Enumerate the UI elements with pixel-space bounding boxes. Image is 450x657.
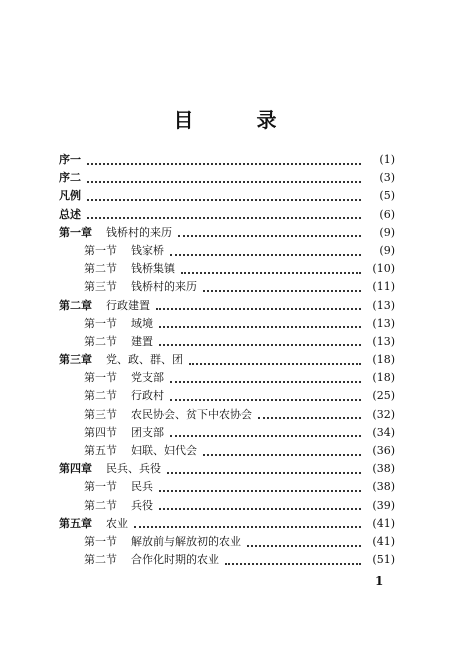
dot-leader: [87, 216, 361, 219]
dot-leader: [156, 307, 361, 310]
entry-page: (18): [372, 353, 395, 367]
section-title: 农民协会、贫下中农协会: [131, 407, 252, 421]
entry-page: (41): [372, 516, 395, 530]
section-number: 第二节: [84, 334, 117, 348]
toc-section: [0, 406, 450, 424]
chapter-number: 第二章: [59, 298, 92, 312]
dot-leader: [87, 198, 361, 201]
dot-leader: [87, 162, 361, 165]
chapter-number: 第一章: [59, 225, 92, 239]
section-number: 第一节: [84, 371, 117, 385]
page-number: 1: [375, 574, 384, 588]
toc-entry-conventions: [0, 187, 450, 205]
section-title: 建置: [131, 334, 153, 348]
section-title: 解放前与解放初的农业: [131, 534, 241, 548]
entry-page: (41): [372, 534, 395, 548]
section-number: 第二节: [84, 553, 117, 567]
chapter-title: 党、政、群、团: [106, 353, 183, 367]
dot-leader: [159, 489, 361, 492]
toc-section: [0, 424, 450, 442]
section-title: 民兵: [131, 480, 153, 494]
section-number: 第四节: [84, 425, 117, 439]
dot-leader: [170, 398, 361, 401]
entry-page: (51): [372, 553, 395, 567]
page-title: 目 录: [173, 108, 305, 132]
dot-leader: [159, 343, 361, 346]
dot-leader: [170, 253, 361, 256]
dot-leader: [159, 325, 361, 328]
dot-leader: [170, 380, 361, 383]
chapter-title: 民兵、兵役: [106, 462, 161, 476]
dot-leader: [134, 525, 361, 528]
entry-label: 序一: [59, 153, 81, 166]
section-title: 妇联、妇代会: [131, 444, 197, 457]
toc-entry-preface-1: [0, 151, 450, 169]
toc-section: [0, 478, 450, 496]
section-title: 钱家桥: [131, 243, 164, 257]
section-title: 团支部: [131, 425, 164, 439]
dot-leader: [247, 544, 361, 547]
entry-page: (38): [372, 480, 395, 494]
chapter-number: 第五章: [59, 516, 92, 530]
entry-page: (39): [372, 498, 395, 512]
section-number: 第三节: [84, 280, 117, 294]
toc-chapter-5: [0, 515, 450, 533]
toc-section: [0, 442, 450, 460]
section-number: 第一节: [84, 243, 117, 257]
toc-section: [0, 551, 450, 569]
dot-leader: [178, 234, 361, 237]
entry-page: (5): [379, 189, 395, 203]
section-number: 第二节: [84, 389, 117, 403]
dot-leader: [225, 562, 361, 565]
toc-section: [0, 387, 450, 405]
dot-leader: [159, 507, 361, 510]
section-title: 合作化时期的农业: [131, 553, 219, 567]
dot-leader: [87, 180, 361, 183]
dot-leader: [170, 434, 361, 437]
toc-section: [0, 242, 450, 260]
entry-page: (9): [379, 225, 395, 239]
section-title: 钱桥村的来历: [131, 280, 197, 294]
entry-page: (13): [372, 298, 395, 312]
dot-leader: [258, 416, 361, 419]
entry-page: (3): [379, 171, 395, 185]
section-number: 第五节: [84, 444, 117, 457]
toc-section: [0, 278, 450, 296]
toc-section: [0, 369, 450, 387]
entry-page: (13): [372, 316, 395, 330]
section-title: 行政村: [131, 389, 164, 403]
entry-label: 总述: [59, 207, 81, 221]
section-number: 第一节: [84, 534, 117, 548]
section-number: 第三节: [84, 407, 117, 421]
toc-section: [0, 497, 450, 515]
section-number: 第二节: [84, 498, 117, 512]
toc-section: [0, 333, 450, 351]
chapter-title: 农业: [106, 516, 128, 530]
entry-label: 凡例: [59, 189, 81, 203]
dot-leader: [181, 271, 361, 274]
toc-section: [0, 533, 450, 551]
section-number: 第一节: [84, 316, 117, 330]
section-title: 域境: [131, 316, 153, 330]
toc-chapter-4: [0, 460, 450, 478]
entry-page: (9): [379, 243, 395, 257]
toc-section: [0, 260, 450, 278]
section-title: 钱桥集镇: [131, 262, 175, 276]
entry-page: (13): [372, 334, 395, 348]
toc-chapter-1: [0, 224, 450, 242]
section-number: 第一节: [84, 480, 117, 494]
dot-leader: [167, 471, 361, 474]
chapter-title: 钱桥村的来历: [106, 225, 172, 239]
entry-page: (36): [372, 444, 395, 457]
chapter-number: 第三章: [59, 353, 92, 367]
table-of-contents: [0, 151, 450, 569]
section-title: 兵役: [131, 498, 153, 512]
toc-entry-preface-2: [0, 169, 450, 187]
section-title: 党支部: [131, 371, 164, 385]
entry-page: (11): [372, 280, 395, 294]
entry-page: (10): [372, 262, 395, 276]
chapter-title: 行政建置: [106, 298, 150, 312]
toc-chapter-2: [0, 297, 450, 315]
dot-leader: [203, 289, 361, 292]
entry-page: (18): [372, 371, 395, 385]
toc-entry-overview: [0, 206, 450, 224]
entry-label: 序二: [59, 171, 81, 185]
toc-chapter-3: [0, 351, 450, 369]
chapter-number: 第四章: [59, 462, 92, 476]
entry-page: (32): [372, 407, 395, 421]
dot-leader: [189, 362, 361, 365]
entry-page: (34): [372, 425, 395, 439]
entry-page: (1): [379, 153, 395, 166]
entry-page: (25): [372, 389, 395, 403]
entry-page: (6): [379, 207, 395, 221]
entry-page: (38): [372, 462, 395, 476]
dot-leader: [203, 453, 361, 456]
toc-section: [0, 315, 450, 333]
section-number: 第二节: [84, 262, 117, 276]
